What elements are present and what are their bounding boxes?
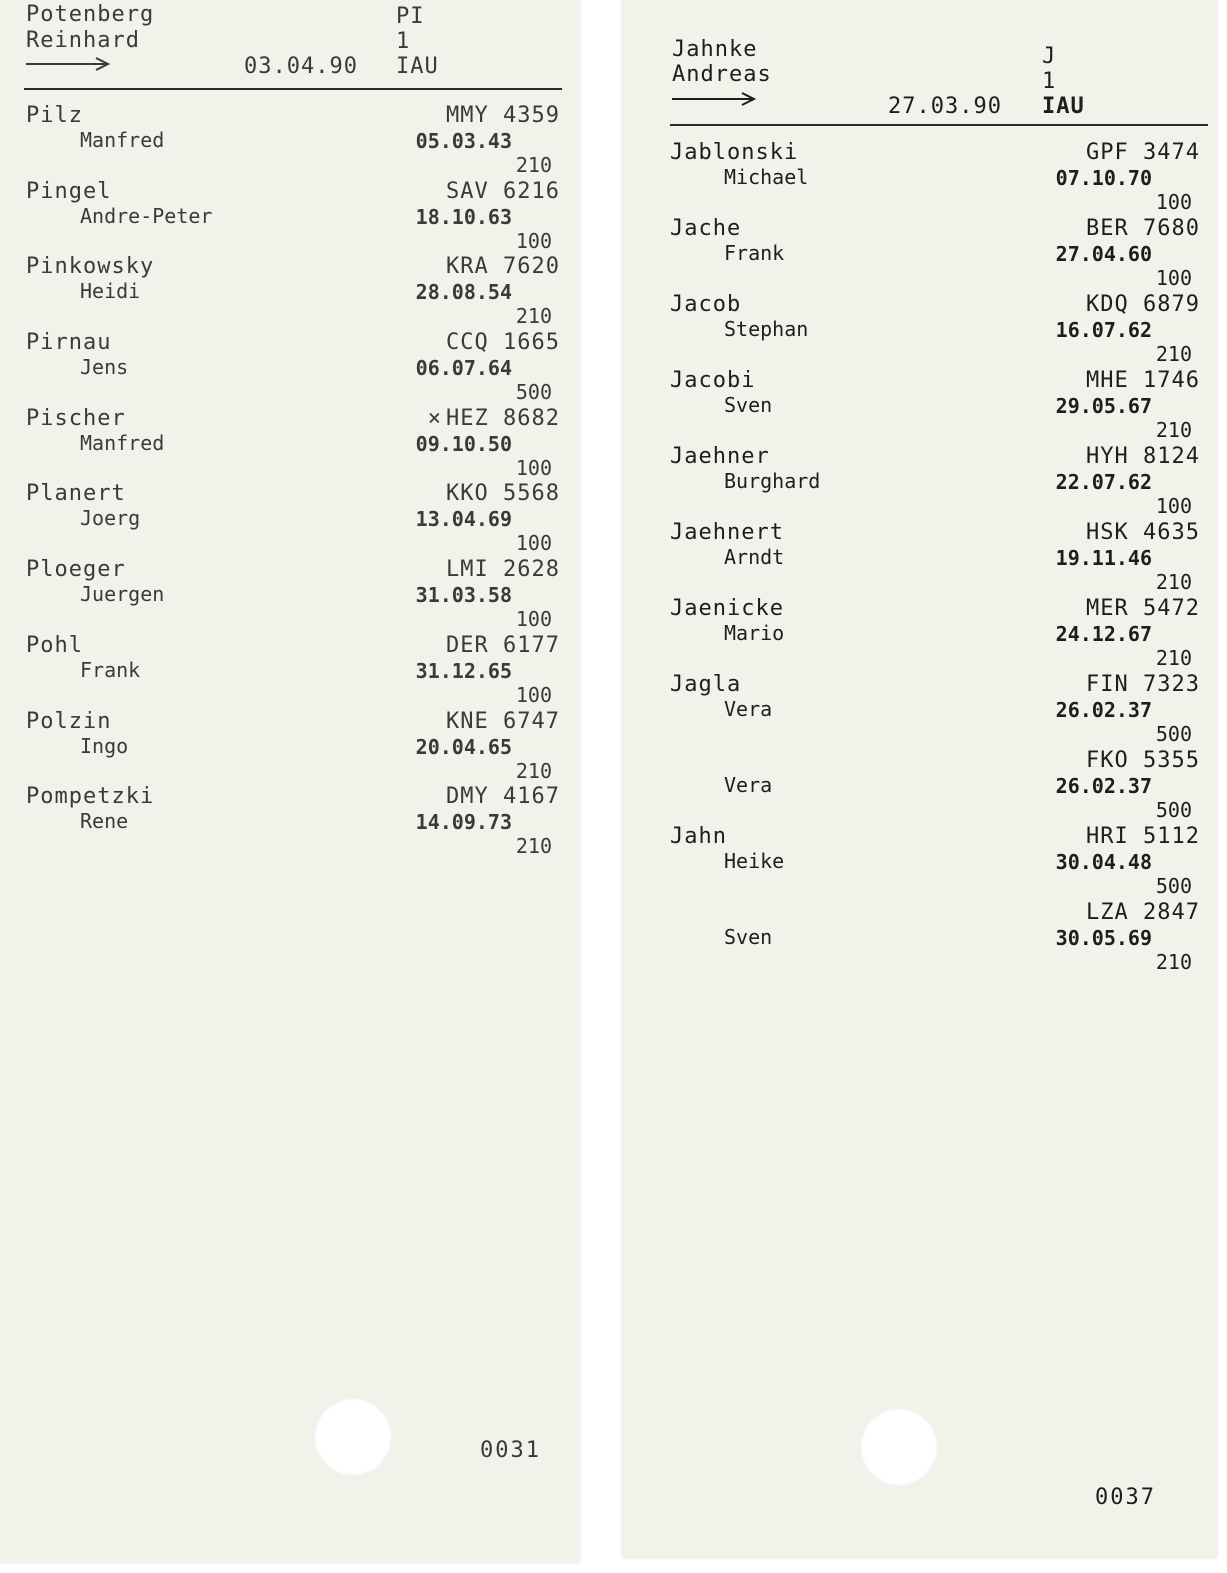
- list-item: [26, 103, 560, 179]
- entry-given-name: Frank: [724, 241, 785, 265]
- entry-number: 210: [1155, 418, 1192, 442]
- entry-given-name: Mario: [724, 621, 785, 645]
- entry-code: KRA 7620: [446, 254, 560, 280]
- header-surname: Potenberg: [26, 2, 155, 27]
- entry-date: 28.08.54: [415, 280, 512, 305]
- index-card-left: [0, 0, 580, 1563]
- entry-date: 26.02.37: [1055, 698, 1152, 722]
- entry-code: DER 6177: [446, 632, 560, 658]
- entry-date: 29.05.67: [1055, 394, 1152, 418]
- entry-number: 210: [1155, 646, 1192, 670]
- entry-code: BER 7680: [1086, 216, 1200, 241]
- list-item: [670, 824, 1200, 900]
- header-date: 27.03.90: [888, 94, 1002, 119]
- entry-surname: Pilz: [26, 103, 83, 128]
- entry-code: LZA 2847: [1086, 900, 1200, 925]
- entry-surname: Pirnau: [26, 330, 112, 356]
- entry-given-name: Arndt: [724, 545, 785, 569]
- entry-number: 210: [515, 153, 552, 177]
- entry-number: 100: [1155, 266, 1192, 290]
- entry-number: 210: [515, 304, 552, 329]
- entry-code: FIN 7323: [1086, 672, 1200, 697]
- entry-surname: Jablonski: [670, 140, 799, 165]
- header-code-unit: IAU: [396, 54, 439, 79]
- header-code-letters: PI: [396, 4, 425, 29]
- entry-surname: Jahn: [670, 824, 727, 849]
- entry-code: MMY 4359: [446, 103, 560, 128]
- entry-number: 210: [515, 758, 552, 783]
- entry-date: 14.09.73: [415, 810, 512, 835]
- entry-surname: Planert: [26, 481, 126, 507]
- list-item: [670, 216, 1200, 292]
- header-given-name: Reinhard: [26, 28, 140, 53]
- entry-code: GPF 3474: [1086, 140, 1200, 165]
- entry-given-name: Juergen: [80, 582, 165, 607]
- entry-given-name: Heidi: [80, 279, 141, 304]
- list-item: [670, 900, 1200, 976]
- entry-date: 18.10.63: [415, 204, 512, 229]
- arrow-icon: [672, 91, 758, 107]
- entry-list: [670, 140, 1200, 976]
- entry-given-name: Vera: [724, 773, 773, 797]
- entry-given-name: Heike: [724, 849, 785, 873]
- header-code-number: 1: [396, 29, 411, 54]
- list-item: [26, 406, 560, 482]
- entry-code: FKO 5355: [1086, 748, 1200, 773]
- entry-date: 20.04.65: [415, 734, 512, 759]
- entry-code: KNE 6747: [446, 708, 560, 734]
- entry-number: 210: [1155, 950, 1192, 974]
- list-item: [26, 254, 560, 330]
- entry-date: 30.05.69: [1055, 926, 1152, 950]
- list-item: [670, 368, 1200, 444]
- entry-given-name: Sven: [724, 393, 773, 417]
- entry-number: 100: [515, 682, 552, 707]
- list-item: [670, 140, 1200, 216]
- entry-given-name: Rene: [80, 809, 129, 834]
- entry-date: 30.04.48: [1055, 850, 1152, 874]
- entry-surname: Pinkowsky: [26, 254, 155, 280]
- entry-surname: Pohl: [26, 632, 83, 658]
- header-rule: [670, 124, 1208, 126]
- header-rule: [24, 88, 562, 90]
- list-item: [670, 444, 1200, 520]
- list-item: [26, 709, 560, 785]
- entry-given-name: Sven: [724, 925, 773, 949]
- punch-hole: [314, 1398, 392, 1476]
- entry-given-name: Vera: [724, 697, 773, 721]
- entry-number: 500: [1155, 874, 1192, 898]
- entry-surname: Jache: [670, 216, 742, 241]
- entry-code: KDQ 6879: [1086, 292, 1200, 317]
- entry-number: 210: [1155, 570, 1192, 594]
- entry-date: 31.12.65: [415, 658, 512, 683]
- entry-code: HRI 5112: [1086, 824, 1200, 849]
- list-item: [26, 481, 560, 557]
- header-code-number: 1: [1042, 69, 1057, 94]
- entry-given-name: Stephan: [724, 317, 809, 341]
- list-item: [670, 292, 1200, 368]
- entry-mark: ×: [427, 405, 443, 431]
- entry-code: MHE 1746: [1086, 368, 1200, 393]
- entry-number: 500: [515, 380, 552, 405]
- entry-date: 31.03.58: [415, 583, 512, 608]
- entry-number: 210: [515, 834, 552, 859]
- list-item: [670, 596, 1200, 672]
- entry-given-name: Manfred: [80, 430, 165, 455]
- entry-surname: Pompetzki: [26, 784, 155, 810]
- entry-surname: Jaenicke: [670, 596, 784, 621]
- list-item: [670, 672, 1200, 748]
- entry-date: 13.04.69: [415, 507, 512, 532]
- entry-surname: Ploeger: [26, 557, 126, 583]
- entry-given-name: Ingo: [80, 733, 129, 758]
- card-number: 0037: [1095, 1485, 1156, 1510]
- entry-surname: Jagla: [670, 672, 742, 697]
- entry-surname: Polzin: [26, 708, 112, 734]
- entry-number: 100: [515, 455, 552, 480]
- entry-date: 26.02.37: [1055, 774, 1152, 798]
- entry-code: HSK 4635: [1086, 520, 1200, 545]
- arrow-icon: [26, 56, 112, 72]
- entry-code: LMI 2628: [446, 557, 560, 583]
- header-code-letters: J: [1042, 44, 1057, 69]
- header-surname: Jahnke: [672, 37, 758, 62]
- entry-number: 100: [515, 531, 552, 556]
- entry-given-name: Andre-Peter: [80, 203, 213, 228]
- entry-surname: Jacob: [670, 292, 742, 317]
- punch-hole: [860, 1408, 938, 1486]
- entry-given-name: Burghard: [724, 469, 821, 493]
- list-item: [26, 784, 560, 860]
- entry-number: 100: [515, 228, 552, 253]
- entry-surname: Jaehnert: [670, 520, 784, 545]
- entry-date: 05.03.43: [415, 129, 512, 153]
- entry-date: 06.07.64: [415, 356, 512, 381]
- entry-number: 100: [1155, 494, 1192, 518]
- entry-given-name: Joerg: [80, 506, 141, 531]
- entry-code: DMY 4167: [446, 784, 560, 810]
- list-item: [26, 557, 560, 633]
- entry-date: 19.11.46: [1055, 546, 1152, 570]
- entry-date: 24.12.67: [1055, 622, 1152, 646]
- entry-date: 27.04.60: [1055, 242, 1152, 266]
- entry-number: 500: [1155, 722, 1192, 746]
- header-given-name: Andreas: [672, 62, 772, 87]
- entry-number: 100: [1155, 190, 1192, 214]
- list-item: [670, 520, 1200, 596]
- list-item: [26, 633, 560, 709]
- entry-code: CCQ 1665: [446, 330, 560, 356]
- entry-code: SAV 6216: [446, 178, 560, 204]
- entry-given-name: Frank: [80, 657, 141, 682]
- entry-given-name: Jens: [80, 355, 129, 380]
- entry-code: KKO 5568: [446, 481, 560, 507]
- entry-given-name: Michael: [724, 165, 809, 189]
- entry-code: HYH 8124: [1086, 444, 1200, 469]
- entry-date: 07.10.70: [1055, 166, 1152, 190]
- entry-code: MER 5472: [1086, 596, 1200, 621]
- card-number: 0031: [480, 1438, 541, 1463]
- entry-date: 22.07.62: [1055, 470, 1152, 494]
- header-code-unit: IAU: [1042, 94, 1085, 119]
- entry-date: 16.07.62: [1055, 318, 1152, 342]
- list-item: [26, 179, 560, 255]
- index-card-right: [622, 0, 1217, 1558]
- list-item: [26, 330, 560, 406]
- entry-list: [26, 103, 560, 860]
- entry-surname: Pischer: [26, 405, 126, 431]
- entry-given-name: Manfred: [80, 128, 165, 152]
- entry-surname: Pingel: [26, 178, 112, 204]
- entry-surname: Jaehner: [670, 444, 770, 469]
- entry-code-value: HEZ 8682: [446, 405, 560, 431]
- entry-surname: Jacobi: [670, 368, 756, 393]
- entry-number: 210: [1155, 342, 1192, 366]
- entry-code: [428, 406, 560, 431]
- list-item: [670, 748, 1200, 824]
- entry-number: 100: [515, 607, 552, 632]
- header-date: 03.04.90: [244, 54, 358, 79]
- entry-number: 500: [1155, 798, 1192, 822]
- entry-date: 09.10.50: [415, 431, 512, 456]
